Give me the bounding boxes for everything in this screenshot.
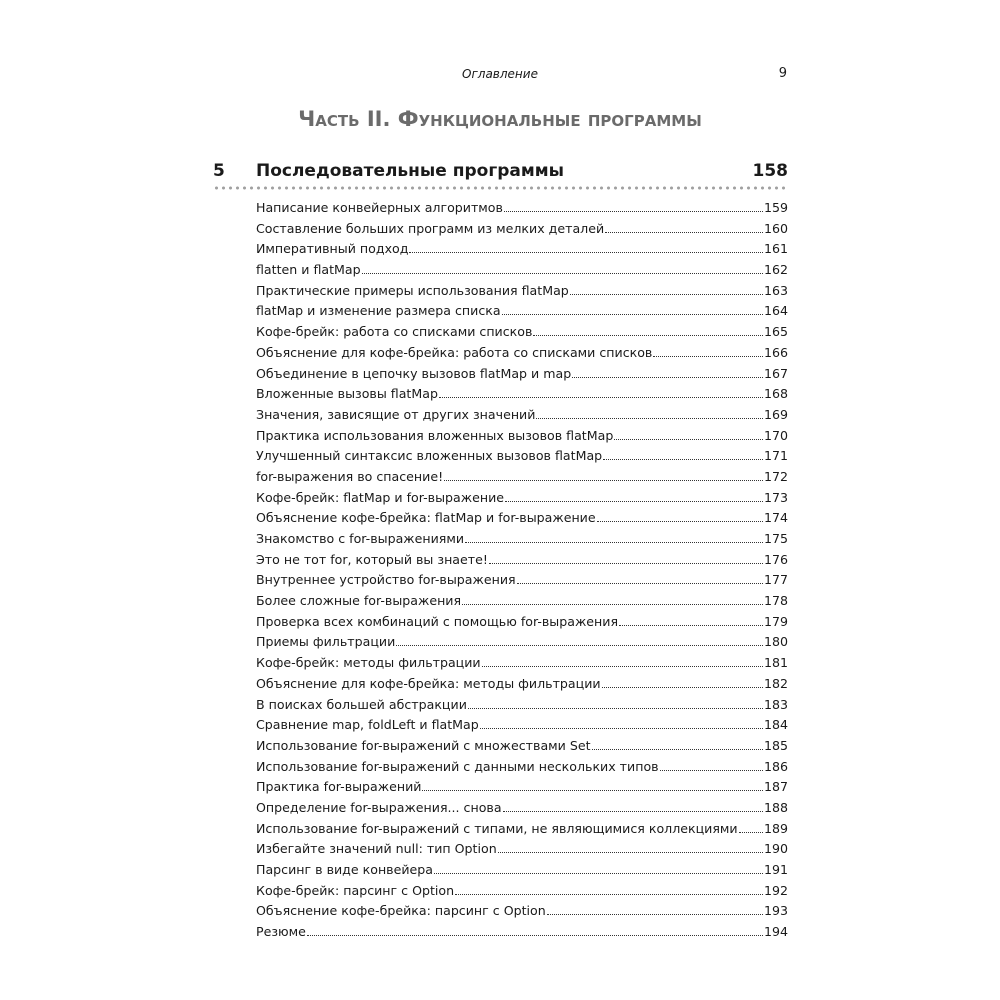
toc-leader-dots (602, 686, 763, 688)
running-title: Оглавление (462, 67, 538, 81)
part-title: Часть II. Функциональные программы (298, 107, 702, 131)
toc-entry-page: 186 (763, 758, 788, 774)
toc-leader-dots (489, 562, 763, 564)
toc-entry[interactable] (256, 426, 788, 447)
toc-entry-page: 188 (763, 799, 788, 815)
toc-entry-label: Проверка всех комбинаций с помощью for-выражения (256, 613, 619, 629)
toc-entry-page: 192 (763, 882, 788, 898)
toc-entry[interactable] (256, 819, 788, 840)
toc-entry-label: Определение for-выражения... снова (256, 799, 502, 815)
toc-entry-label: Объяснение для кофе-брейка: методы фильтрации (256, 675, 601, 691)
toc-leader-dots (409, 251, 763, 253)
toc-entry-page: 170 (763, 427, 788, 443)
toc-leader-dots (517, 582, 763, 584)
toc-leader-dots (482, 665, 763, 667)
toc-entry-label: Парсинг в виде конвейера (256, 862, 433, 877)
toc-leader-dots (362, 272, 763, 274)
toc-entry-page: 176 (763, 551, 788, 567)
toc-entry[interactable] (256, 260, 788, 281)
toc-entry[interactable] (256, 653, 788, 674)
toc-entry-page: 161 (763, 241, 788, 257)
toc-entry-label: Императивный подход (256, 241, 409, 257)
toc-entry-page: 164 (763, 303, 788, 319)
toc-entry-label: Улучшенный синтаксис вложенных вызовов flatMap (256, 448, 603, 464)
toc-entry-page: 185 (763, 737, 788, 753)
toc-entry-label: for-выражения во спасение! (256, 468, 444, 484)
toc-entry-page: 194 (763, 924, 788, 940)
toc-leader-dots (465, 541, 763, 543)
toc-entry[interactable] (256, 281, 788, 302)
toc-entry-label: Составление больших программ из мелких деталей (256, 220, 605, 236)
toc-entry-page: 171 (763, 448, 788, 464)
toc-entry[interactable] (256, 364, 788, 385)
toc-entry-page: 184 (763, 717, 788, 733)
toc-entry[interactable] (256, 777, 788, 798)
toc-entry[interactable] (256, 839, 788, 860)
toc-entry[interactable] (256, 570, 788, 591)
toc-entry-page: 190 (763, 841, 788, 857)
toc-leader-dots (547, 913, 763, 915)
toc-entry-label: Кофе-брейк: методы фильтрации (256, 655, 481, 671)
toc-list (256, 198, 788, 943)
toc-entry-label: Кофе-брейк: flatMap и for-выражение (256, 489, 505, 505)
toc-entry[interactable] (256, 198, 788, 219)
toc-entry-page: 181 (763, 655, 788, 671)
toc-entry-page: 160 (763, 220, 788, 236)
toc-entry-page: 179 (763, 613, 788, 629)
toc-entry-page: 162 (763, 262, 788, 278)
toc-leader-dots (614, 438, 763, 440)
toc-entry-label: flatMap и изменение размера списка (256, 303, 501, 319)
toc-leader-dots (570, 293, 763, 295)
toc-leader-dots (422, 789, 762, 791)
toc-entry-label: Практические примеры использования flatMap (256, 282, 569, 298)
toc-leader-dots (444, 479, 763, 481)
toc-entry[interactable] (256, 798, 788, 819)
toc-leader-dots (468, 707, 763, 709)
chapter-heading (213, 158, 788, 184)
toc-entry-page: 177 (763, 572, 788, 588)
toc-entry-label: Кофе-брейк: работа со списками списков (256, 324, 533, 340)
toc-entry[interactable] (256, 550, 788, 571)
toc-entry[interactable] (256, 591, 788, 612)
toc-entry-label: Знакомство с for-выражениями (256, 531, 465, 546)
toc-leader-dots (572, 376, 763, 378)
toc-leader-dots (396, 644, 763, 646)
toc-leader-dots (660, 769, 763, 771)
toc-leader-dots (307, 934, 763, 936)
toc-leader-dots (739, 831, 763, 833)
toc-entry-label: Объяснение кофе-брейка: flatMap и for-выражение (256, 510, 596, 526)
toc-entry-page: 191 (763, 862, 788, 877)
toc-entry-label: Более сложные for-выражения (256, 593, 462, 609)
toc-entry-page: 193 (763, 903, 788, 919)
toc-entry-label: Приемы фильтрации (256, 634, 396, 650)
toc-leader-dots (498, 851, 763, 853)
toc-leader-dots (462, 603, 763, 605)
toc-entry-label: Использование for-выражений с множествами Set (256, 737, 591, 753)
running-header (0, 64, 1000, 84)
toc-entry-page: 174 (763, 510, 788, 526)
toc-leader-dots (503, 810, 763, 812)
toc-entry-page: 187 (763, 779, 788, 795)
toc-entry-page: 166 (763, 344, 788, 360)
toc-entry[interactable] (256, 405, 788, 426)
chapter-number: 5 (213, 161, 225, 181)
toc-leader-dots (603, 458, 763, 460)
toc-entry[interactable] (256, 674, 788, 695)
toc-entry-page: 173 (763, 489, 788, 505)
toc-entry[interactable] (256, 757, 788, 778)
toc-entry-label: Практика использования вложенных вызовов flatMap (256, 427, 614, 443)
toc-entry-label: В поисках большей абстракции (256, 696, 467, 712)
toc-leader-dots (504, 210, 763, 212)
toc-entry-label: Резюме (256, 924, 306, 940)
page-number: 9 (778, 66, 787, 81)
toc-entry-page: 189 (763, 820, 788, 836)
toc-entry[interactable] (256, 446, 788, 467)
toc-entry[interactable] (256, 508, 788, 529)
toc-entry-page: 165 (763, 324, 788, 340)
toc-entry-label: Использование for-выражений с типами, не являющимися коллекциями (256, 820, 738, 836)
toc-leader-dots (605, 231, 763, 233)
toc-entry[interactable] (256, 219, 788, 240)
chapter-dotted-rule (213, 186, 788, 190)
toc-entry[interactable] (256, 736, 788, 757)
toc-entry-page: 182 (763, 675, 788, 691)
toc-entry[interactable] (256, 467, 788, 488)
toc-entry[interactable] (256, 922, 788, 943)
toc-entry[interactable] (256, 488, 788, 509)
toc-leader-dots (619, 624, 763, 626)
toc-leader-dots (439, 396, 763, 398)
toc-entry-label: Это не тот for, который вы знаете! (256, 551, 488, 567)
chapter-title: Последовательные программы (256, 161, 565, 181)
toc-entry-page: 175 (763, 531, 788, 546)
toc-entry-label: Использование for-выражений с данными нескольких типов (256, 758, 659, 774)
toc-leader-dots (653, 355, 763, 357)
chapter-page: 158 (752, 161, 788, 181)
toc-entry-label: Избегайте значений null: тип Option (256, 841, 497, 857)
toc-entry-label: Практика for-выражений (256, 779, 422, 795)
toc-leader-dots (592, 748, 763, 750)
toc-leader-dots (502, 313, 763, 315)
toc-entry[interactable] (256, 322, 788, 343)
toc-entry-page: 183 (763, 696, 788, 712)
toc-entry-label: Объединение в цепочку вызовов flatMap и map (256, 365, 572, 381)
toc-entry[interactable] (256, 860, 788, 881)
toc-entry-page: 180 (763, 634, 788, 650)
toc-entry-label: Значения, зависящие от других значений (256, 406, 536, 422)
toc-entry-label: Сравнение map, foldLeft и flatMap (256, 717, 479, 733)
toc-leader-dots (597, 520, 763, 522)
toc-entry[interactable] (256, 695, 788, 716)
toc-leader-dots (434, 872, 763, 874)
toc-entry[interactable] (256, 612, 788, 633)
toc-entry[interactable] (256, 529, 788, 550)
toc-entry[interactable] (256, 384, 788, 405)
toc-entry[interactable] (256, 343, 788, 364)
toc-entry-page: 178 (763, 593, 788, 609)
toc-entry-label: Написание конвейерных алгоритмов (256, 200, 503, 215)
toc-entry-page: 168 (763, 386, 788, 402)
toc-entry-label: Объяснение кофе-брейка: парсинг с Option (256, 903, 546, 919)
toc-entry-page: 159 (763, 200, 788, 215)
toc-entry-page: 172 (763, 468, 788, 484)
toc-entry[interactable] (256, 239, 788, 260)
toc-entry-page: 167 (763, 365, 788, 381)
toc-entry-label: Объяснение для кофе-брейка: работа со списками списков (256, 344, 653, 360)
toc-entry[interactable] (256, 901, 788, 922)
toc-entry[interactable] (256, 632, 788, 653)
toc-entry-page: 169 (763, 406, 788, 422)
toc-entry-label: Вложенные вызовы flatMap (256, 386, 438, 402)
toc-leader-dots (480, 727, 763, 729)
toc-leader-dots (505, 500, 763, 502)
toc-entry[interactable] (256, 301, 788, 322)
toc-leader-dots (533, 334, 763, 336)
toc-entry[interactable] (256, 715, 788, 736)
toc-entry-label: Кофе-брейк: парсинг с Option (256, 882, 455, 898)
toc-entry-label: Внутреннее устройство for-выражения (256, 572, 516, 588)
toc-leader-dots (455, 893, 763, 895)
toc-leader-dots (536, 417, 763, 419)
toc-entry-label: flatten и flatMap (256, 262, 361, 278)
toc-entry[interactable] (256, 881, 788, 902)
toc-entry-page: 163 (763, 282, 788, 298)
